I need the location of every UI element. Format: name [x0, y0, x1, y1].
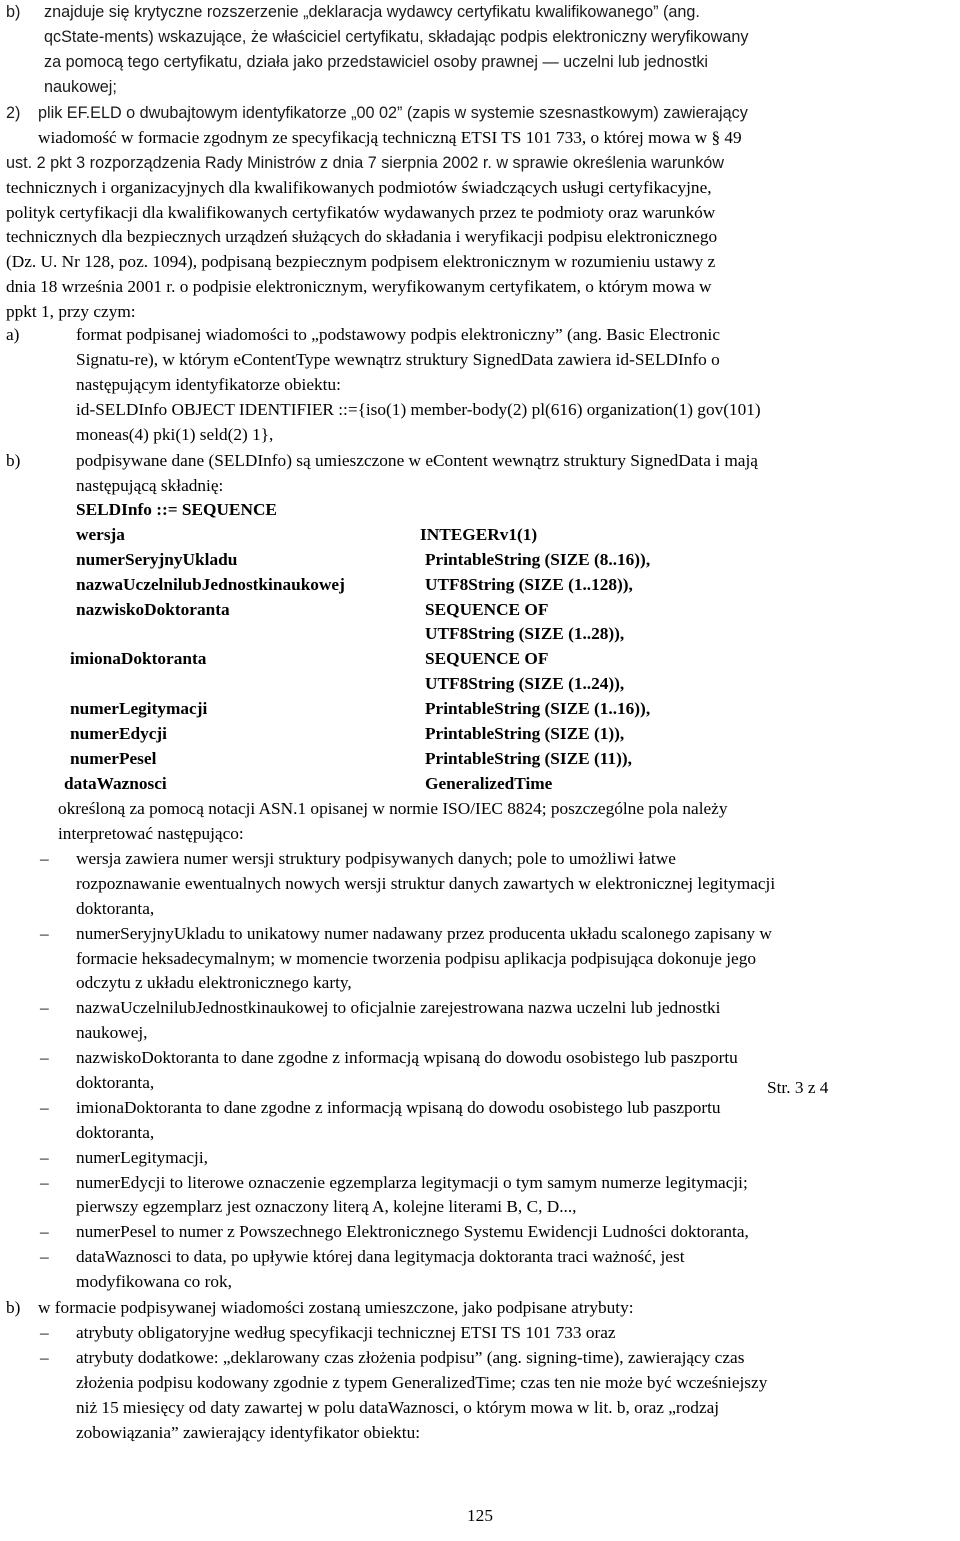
text-line: naukowej,	[76, 1023, 148, 1043]
dash-item	[0, 1220, 960, 1245]
list-marker: a)	[6, 325, 20, 344]
dash-marker: –	[40, 923, 49, 943]
asn1-row	[0, 772, 960, 797]
text-line: Signatu-re), w którym eContentType wewnątrz struktury SignedData zawiera id-SELDInfo o	[76, 349, 720, 369]
list-marker: 2)	[6, 104, 21, 122]
text-line: następującą składnię:	[76, 475, 224, 495]
dash-marker: –	[40, 849, 49, 868]
text-line: doktoranta,	[76, 898, 155, 918]
dash-item	[0, 1321, 960, 1346]
page-number: 125	[467, 1506, 493, 1525]
asn1-field: numerLegitymacji	[70, 699, 208, 719]
dash-marker: –	[40, 1247, 49, 1267]
dash-marker: –	[40, 1347, 49, 1367]
asn1-field: imionaDoktoranta	[70, 649, 207, 669]
asn1-row	[0, 672, 960, 697]
text-line: atrybuty obligatoryjne według specyfikacji technicznej ETSI TS 101 733 oraz	[76, 1323, 616, 1342]
text-line: id-SELDInfo OBJECT IDENTIFIER ::={iso(1) member-body(2) pl(616) organization(1) gov(101)	[76, 399, 761, 419]
text-line: modyfikowana co rok,	[76, 1272, 232, 1292]
page-stamp: Str. 3 z 4	[763, 1078, 832, 1098]
asn1-row	[0, 697, 960, 722]
text-line: złożenia podpisu kodowany zgodnie z typem GeneralizedTime; czas ten nie może być wcześniejszy	[76, 1372, 768, 1392]
dash-item	[0, 847, 960, 922]
asn1-type: PrintableString (SIZE (1)),	[425, 724, 625, 744]
asn1-header	[0, 498, 960, 523]
text-line: doktoranta,	[76, 1073, 155, 1093]
text-line: moneas(4) pki(1) seld(2) 1},	[76, 424, 274, 444]
asn1-type: UTF8String (SIZE (1..128)),	[425, 574, 633, 594]
text-line: określoną za pomocą notacji ASN.1 opisanej w normie ISO/IEC 8824; poszczególne pola należy	[58, 799, 728, 818]
field-descriptions	[0, 847, 960, 1295]
text-line: wersja zawiera numer wersji struktury podpisywanych danych; pole to umożliwi łatwe	[76, 849, 676, 868]
dash-marker: –	[40, 1222, 49, 1242]
asn1-row	[0, 622, 960, 647]
text-line: plik EF.ELD o dwubajtowym identyfikatorze „00 02” (zapis w systemie szesnastkowym) zawierający	[38, 104, 748, 122]
text-line: imionaDoktoranta to dane zgodne z informacją wpisaną do dowodu osobistego lub paszportu	[76, 1097, 721, 1117]
text-line: interpretować następująco:	[58, 823, 244, 843]
text-line: technicznych i organizacyjnych dla kwalifikowanych podmiotów świadczących usługi certyfikacyjne,	[6, 177, 712, 197]
text-line: numerLegitymacji,	[76, 1147, 208, 1167]
text-line: znajduje się krytyczne rozszerzenie „deklaracja wydawcy certyfikatu kwalifikowanego” (ang.	[44, 3, 700, 21]
asn1-type: SEQUENCE OF	[425, 649, 549, 669]
text-line: ppkt 1, przy czym:	[6, 302, 136, 322]
asn1-field: numerSeryjnyUkladu	[76, 549, 238, 569]
list-marker: b)	[6, 1298, 21, 1317]
text-line: polityk certyfikacji dla kwalifikowanych certyfikatów wydawanych przez te podmioty oraz warunków	[6, 202, 716, 222]
text-line: za pomocą tego certyfikatu, działa jako przedstawiciel osoby prawnej — uczelni lub jednostki	[44, 52, 709, 71]
text-line: technicznych dla bezpiecznych urządzeń służących do składania i weryfikacji podpisu elektronicznego	[6, 227, 718, 247]
asn1-field: dataWaznosci	[64, 773, 167, 793]
asn1-type: PrintableString (SIZE (8..16)),	[425, 549, 651, 569]
dash-marker: –	[40, 1172, 49, 1192]
asn1-field: nazwiskoDoktoranta	[76, 599, 230, 619]
asn1-field: wersja	[76, 524, 125, 544]
text-line: naukowej;	[44, 77, 117, 96]
text-line: nazwiskoDoktoranta to dane zgodne z informacją wpisaną do dowodu osobistego lub paszportu	[76, 1048, 738, 1068]
text-line: qcState-ments) wskazujące, że właściciel certyfikatu, składając podpis elektroniczny weryfikowany	[44, 27, 749, 46]
text-line: numerPesel to numer z Powszechnego Elektronicznego Systemu Ewidencji Ludności doktoranta,	[76, 1222, 749, 1242]
text-line: numerEdycji to literowe oznaczenie egzemplarza legitymacji o tym samym numerze legitymacji;	[76, 1172, 748, 1192]
list-marker: b)	[6, 3, 21, 21]
dash-marker: –	[40, 1048, 49, 1068]
text-line: atrybuty dodatkowe: „deklarowany czas złożenia podpisu” (ang. signing-time), zawierający czas	[76, 1347, 745, 1367]
text-line: dnia 18 września 2001 r. o podpisie elektronicznym, weryfikowanym certyfikatem, o którym mowa w	[6, 277, 712, 297]
dash-item	[0, 922, 960, 997]
text-line: dataWaznosci to data, po upływie której dana legitymacja doktoranta traci ważność, jest	[76, 1247, 685, 1267]
asn1-type: INTEGERv1(1)	[420, 524, 538, 544]
asn1-row	[0, 573, 960, 598]
dash-marker: –	[40, 1323, 49, 1342]
text-line: w formacie podpisywanej wiadomości zostaną umieszczone, jako podpisane atrybuty:	[38, 1298, 634, 1317]
text-line: odczytu z układu elektronicznego karty,	[76, 973, 352, 993]
text-line: następującym identyfikatorze obiektu:	[76, 374, 341, 394]
asn1-row	[0, 747, 960, 772]
text-line: pierwszy egzemplarz jest oznaczony literą A, kolejne literami B, C, D...,	[76, 1197, 577, 1217]
dash-item	[0, 1146, 960, 1171]
asn1-type: UTF8String (SIZE (1..28)),	[425, 624, 625, 644]
asn1-definition	[0, 498, 960, 797]
text-line: doktoranta,	[76, 1122, 155, 1142]
text-line: (Dz. U. Nr 128, poz. 1094), podpisaną bezpiecznym podpisem elektronicznym w rozumieniu ustawy z	[6, 252, 716, 272]
asn1-type: SEQUENCE OF	[425, 599, 549, 619]
text-line: nazwaUczelnilubJednostkinaukowej to oficjalnie zarejestrowana nazwa uczelni lub jednostki	[76, 998, 721, 1018]
asn1-field: nazwaUczelnilubJednostkinaukowej	[76, 574, 345, 594]
asn1-row	[0, 548, 960, 573]
dash-item	[0, 996, 960, 1046]
dash-marker: –	[40, 1097, 49, 1117]
text-line: formacie heksadecymalnym; w momencie tworzenia podpisu aplikacja podpisująca dokonuje jego	[76, 948, 756, 968]
dash-item	[0, 1346, 960, 1446]
asn1-field: numerEdycji	[70, 724, 167, 744]
asn1-type: UTF8String (SIZE (1..24)),	[425, 674, 625, 694]
text-line: ust. 2 pkt 3 rozporządzenia Rady Ministrów z dnia 7 sierpnia 2002 r. w sprawie określenia warunków	[6, 153, 724, 172]
text-line: niż 15 miesięcy od daty zawartej w polu dataWaznosci, o którym mowa w lit. b, oraz „rodzaj	[76, 1397, 720, 1417]
list-marker: b)	[6, 451, 21, 470]
text-line: zobowiązania” zawierający identyfikator obiektu:	[76, 1422, 421, 1442]
text-line: podpisywane dane (SELDInfo) są umieszczone w eContent wewnątrz struktury SignedData i mają	[76, 451, 758, 470]
asn1-row	[0, 647, 960, 672]
asn1-header-text: SELDInfo ::= SEQUENCE	[76, 500, 277, 519]
attribute-list	[0, 1321, 960, 1445]
dash-item	[0, 1096, 960, 1146]
asn1-field: numerPesel	[70, 748, 157, 768]
text-line: format podpisanej wiadomości to „podstawowy podpis elektroniczny” (ang. Basic Electronic	[76, 325, 721, 344]
asn1-row	[0, 598, 960, 623]
asn1-row	[0, 722, 960, 747]
asn1-type: PrintableString (SIZE (1..16)),	[425, 699, 651, 719]
dash-item	[0, 1171, 960, 1221]
asn1-row	[0, 523, 960, 548]
asn1-type: PrintableString (SIZE (11)),	[425, 748, 632, 768]
text-line: wiadomość w formacie zgodnym ze specyfikacją techniczną ETSI TS 101 733, o której mowa w § 49	[38, 127, 742, 147]
dash-marker: –	[40, 1147, 49, 1167]
dash-marker: –	[40, 998, 49, 1018]
text-line: rozpoznawanie ewentualnych nowych wersji struktur danych zawartych w elektronicznej legitymacji	[76, 873, 776, 893]
text-line: numerSeryjnyUkladu to unikatowy numer nadawany przez producenta układu scalonego zapisany w	[76, 923, 772, 943]
dash-item	[0, 1245, 960, 1295]
asn1-type: GeneralizedTime	[425, 773, 553, 793]
